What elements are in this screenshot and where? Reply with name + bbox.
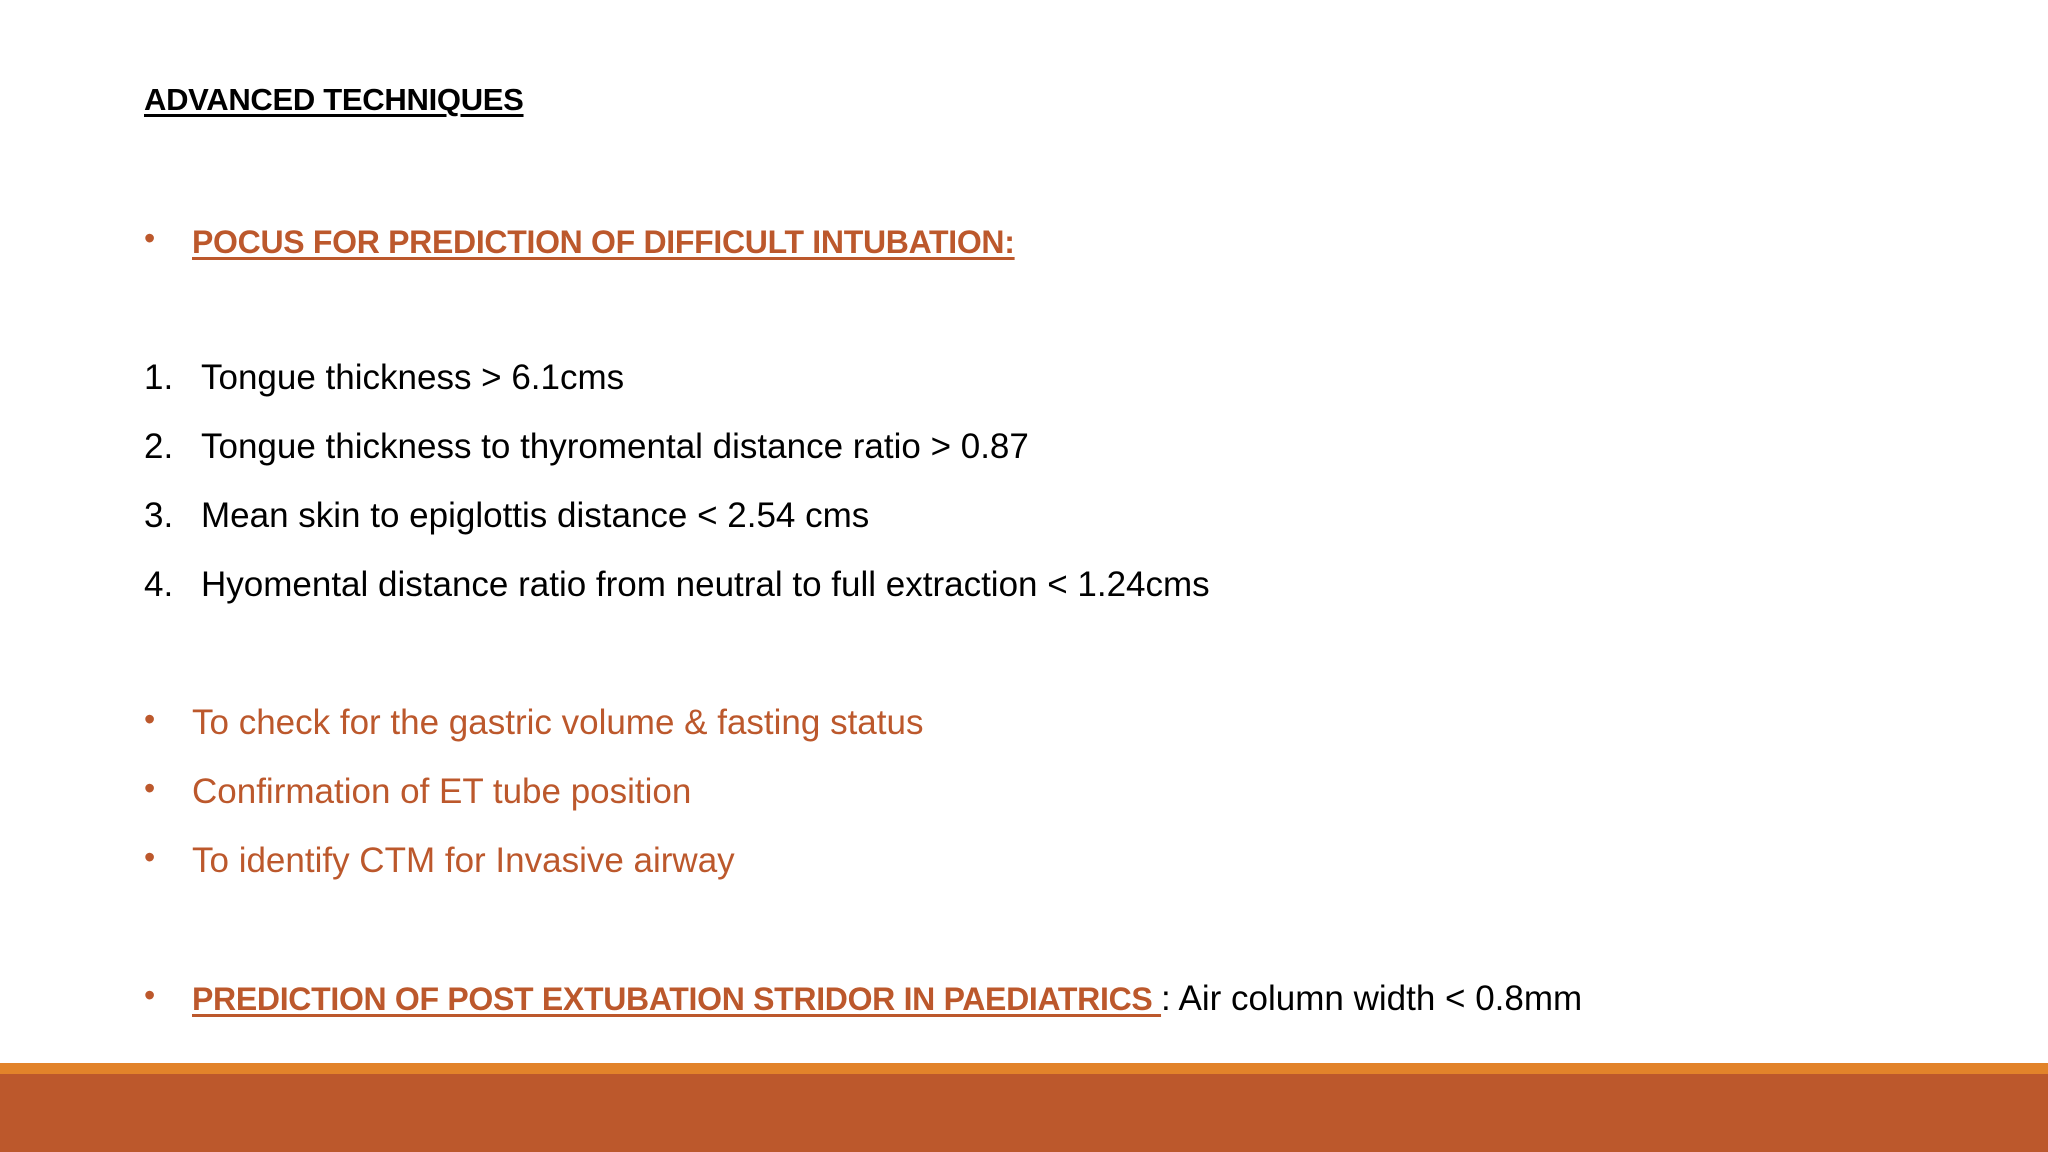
use-text: To check for the gastric volume & fasting status xyxy=(192,703,924,742)
stridor-heading: PREDICTION OF POST EXTUBATION STRIDOR IN PAEDIATRICS xyxy=(192,981,1162,1017)
criteria-number: 3. xyxy=(144,496,174,535)
bullet-icon: • xyxy=(144,220,156,256)
criteria-text: Tongue thickness to thyromental distance ratio > 0.87 xyxy=(201,427,1029,466)
use-text: Confirmation of ET tube position xyxy=(192,772,692,811)
use-text: To identify CTM for Invasive airway xyxy=(192,841,735,880)
bullet-icon: • xyxy=(144,977,156,1013)
bullet-icon: • xyxy=(144,701,156,737)
bullet-icon: • xyxy=(144,770,156,806)
footer-bar xyxy=(0,1074,2048,1152)
criteria-text: Hyomental distance ratio from neutral to full extraction < 1.24cms xyxy=(201,565,1210,604)
criteria-number: 2. xyxy=(144,427,174,466)
criteria-number: 1. xyxy=(144,358,174,397)
stridor-suffix: : Air column width < 0.8mm xyxy=(1161,979,1583,1018)
footer-accent-line xyxy=(0,1063,2048,1074)
criteria-text: Mean skin to epiglottis distance < 2.54 cms xyxy=(201,496,870,535)
criteria-text: Tongue thickness > 6.1cms xyxy=(201,358,625,397)
pocus-heading: POCUS FOR PREDICTION OF DIFFICULT INTUBATION: xyxy=(192,224,1015,260)
criteria-number: 4. xyxy=(144,565,174,604)
bullet-icon: • xyxy=(144,839,156,875)
slide-title: ADVANCED TECHNIQUES xyxy=(144,82,524,117)
stridor-line xyxy=(192,977,1582,1021)
